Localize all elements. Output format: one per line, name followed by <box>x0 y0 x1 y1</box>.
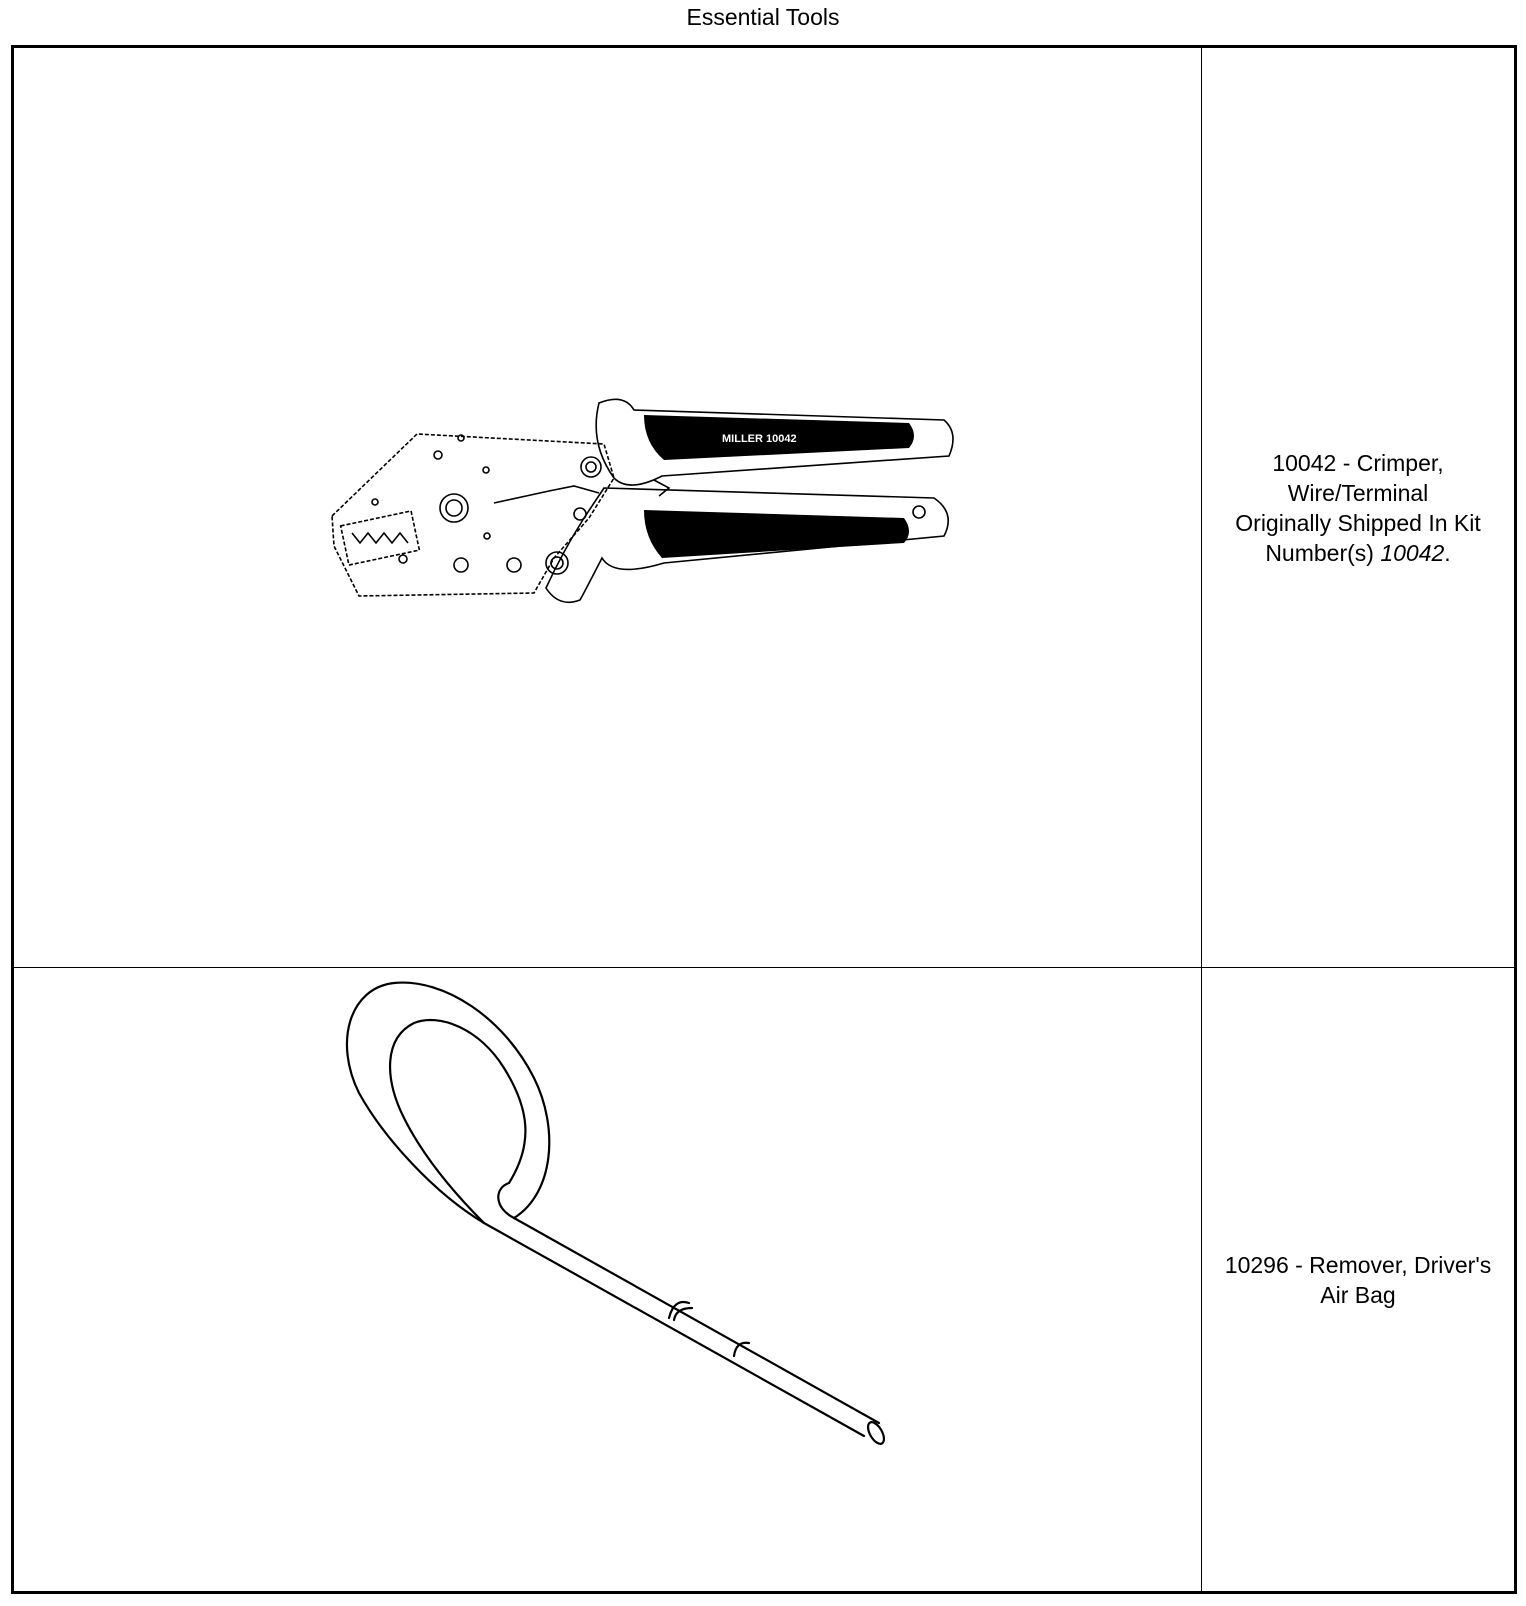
tool-type-line: Air Bag <box>1320 1281 1396 1308</box>
handle-label: MILLER 10042 <box>722 433 797 445</box>
air-bag-remover-icon <box>14 968 1202 1591</box>
kit-number-suffix: . <box>1444 539 1451 566</box>
tool-description <box>1235 448 1480 568</box>
tool-type-line: Wire/Terminal <box>1287 479 1429 506</box>
kit-info-line: Originally Shipped In Kit <box>1235 509 1481 536</box>
kit-number: 10042 <box>1380 539 1445 566</box>
tool-description-cell <box>1202 48 1514 967</box>
kit-number-prefix: Number(s) <box>1265 539 1374 566</box>
tool-row-remover <box>14 968 1514 1591</box>
tool-name-line: 10042 - Crimper, <box>1272 449 1444 476</box>
tool-row-crimper <box>14 48 1514 968</box>
tool-description <box>1225 1250 1491 1310</box>
tool-name-line: 10296 - Remover, Driver's <box>1224 1251 1492 1278</box>
tool-image-cell <box>14 48 1202 967</box>
crimper-pliers-icon <box>14 48 1202 968</box>
essential-tools-table <box>11 45 1517 1594</box>
kit-number-line <box>1235 538 1480 568</box>
tool-image-cell <box>14 968 1202 1591</box>
page-title: Essential Tools <box>686 4 840 30</box>
tool-description-cell <box>1202 968 1514 1591</box>
